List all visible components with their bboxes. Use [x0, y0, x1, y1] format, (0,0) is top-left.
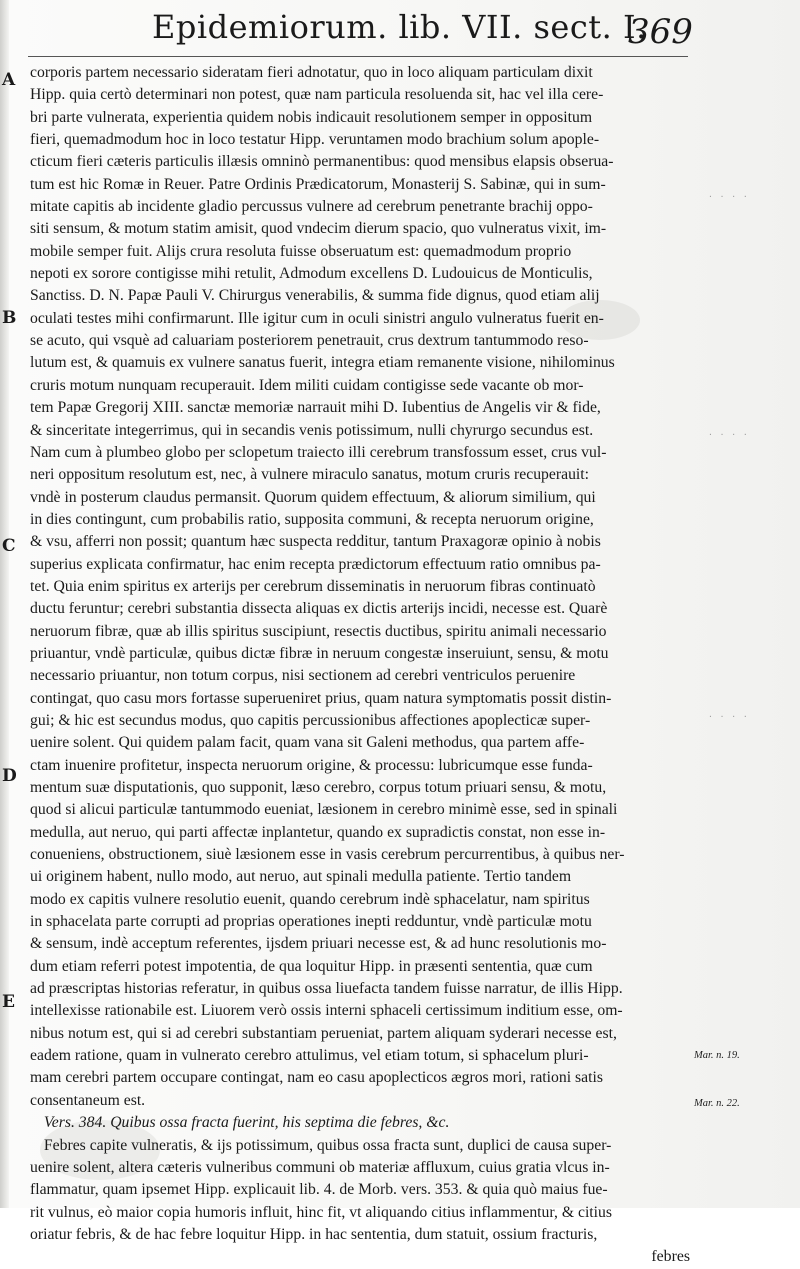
text-line: tum est hic Romæ in Reuer. Patre Ordinis Prædicatorum, Monasterij S. Sabinæ, qui in sum-	[30, 175, 606, 193]
header-rule	[28, 56, 688, 57]
bleed-through-mark: · · · ·	[708, 430, 749, 439]
text-line: Hipp. quia certò determinari non potest, quæ nam particula resoluenda sit, hac vel illa cere-	[30, 86, 604, 104]
text-line: cticum fieri cæteris particulis illæsis omninò permanentibus: quod mensibus elapsis obserua-	[30, 153, 614, 171]
text-line: cruris motum nunquam recuperauit. Idem militi cuidam contigisse sede vacante ob mor-	[30, 376, 584, 394]
text-line: ui originem habent, nullo modo, aut neruo, aut spinali medulla patiente. Tertio tandem	[30, 868, 572, 886]
text-line: oriatur febris, & de hac febre loquitur Hipp. in hac sententia, dum statuit, ossium fracturis,	[30, 1225, 598, 1243]
text-line: ductu feruntur; cerebri substantia dissecta aliquas ex dictis arterijs incidi, necesse est. Quarè	[30, 600, 608, 618]
bleed-through-mark: · · · ·	[708, 192, 749, 201]
text-line: contingat, quo casu mors fortasse superueniret prius, quam natura symptomatis possit distin-	[30, 689, 612, 707]
text-line: priuantur, vndè particulæ, quibus dictæ fibræ in neruum congestæ inseruiunt, sensu, & motu	[30, 644, 609, 662]
text-line: mobile semper fuit. Alijs crura resoluta fuisse obseruatum est: quemadmodum proprio	[30, 242, 572, 260]
text-line: & vsu, afferri non possit; quantum hæc suspecta redditur, tantum Praxagoræ opinio à nobis	[30, 533, 601, 551]
text-line: uenire solent, altera cæteris vulneribus communi ob materiæ affluxum, cuius gratia vlcus in-	[30, 1158, 610, 1176]
text-line: nepoti ex sorore contigisse mihi retulit, Admodum excellens D. Ludouicus de Monticulis,	[30, 265, 593, 283]
text-line: in dies contingunt, cum probabilis ratio, supposita communi, & recepta neruorum origine,	[30, 510, 594, 528]
text-line: mentum suæ disputationis, quo supponit, læso cerebro, corpus totum priuari sensu, & motu,	[30, 779, 607, 796]
text-line: vndè in posterum claudus permansit. Quorum quidem effectuum, & aliorum similium, qui	[30, 488, 596, 506]
text-line: se acuto, qui vsquè ad caluariam posteriorem penetrauit, crus dextrum tantummodo reso-	[30, 332, 589, 350]
text-line: ctam inuenire profitetur, inspecta neruorum origine, & processu: lubricumque esse funda-	[30, 756, 593, 774]
text-line: gui; & hic est secundus modus, quo capitis percussionibus affectiones apoplecticæ super-	[30, 711, 591, 729]
text-line: medulla, aut neruo, qui parti affectæ inplantetur, quando ex supradictis constat, non esse in-	[30, 823, 606, 841]
text-line: superius explicata confirmatur, hac enim recepta prædictorum effectuum ratio omnibus pa-	[30, 555, 601, 573]
text-line: febres	[651, 1248, 690, 1266]
page-number: 369	[628, 12, 693, 52]
text-line: flammatur, quam ipsemet Hipp. explicauit lib. 4. de Morb. vers. 353. & quia quò maius fue-	[30, 1181, 608, 1199]
section-letter-c: C	[2, 536, 16, 556]
text-line: Nam cum à plumbeo globo per sclopetum traiecto illi cerebrum transfossum esset, crus vul-	[30, 443, 607, 461]
text-line: consentaneum est.	[30, 1091, 146, 1109]
text-line: nibus notum est, qui si ad cerebri substantiam perueniat, partem aliquam syderari necesse est,	[30, 1024, 617, 1042]
section-letter-d: D	[2, 766, 17, 786]
text-line: oculati testes mihi confirmarunt. Ille igitur cum in oculi sinistri angulo vulneratus fuerit en-	[30, 309, 604, 327]
text-line: neruorum fibræ, quæ ab illis spiritus suscipiunt, resectis ductibus, spiritu animali necessario	[30, 622, 607, 640]
text-line: siti sensum, & motum statim amisit, quod vndecim dierum spacio, quo vulneratus vixit, im-	[30, 220, 607, 238]
text-line: & sinceritate integerrimus, qui in secandis venis potissimum, nulli chyrurgo secundus est.	[30, 421, 594, 439]
text-line: dum etiam referri potest impotentia, de qua loquitur Hipp. in præsenti sententia, quæ cum	[30, 957, 593, 975]
text-line: tem Papæ Gregorij XIII. sanctæ memoriæ narrauit mihi D. Iubentius de Angelis vir & fide,	[30, 399, 601, 417]
text-line: neri oppositum resolutum est, nec, à vulnere miraculo sanatus, motum cruris recuperauit:	[30, 466, 590, 484]
page-spine-shadow	[0, 0, 9, 1208]
running-title: Epidemiorum. lib. VII. sect. I.	[152, 8, 647, 46]
text-line: modo ex capitis vulnere resolutio euenit, quando cerebrum indè sphacelatur, nam spiritus	[30, 890, 590, 908]
margin-note: Mar. n. 19.	[694, 1050, 740, 1061]
text-line: mam cerebri partem occupare contingat, nam eo casu apoplecticos ægros mori, rationi satis	[30, 1069, 603, 1087]
text-line: ad præscriptas historias referatur, in quibus ossa liuefacta tandem fuisse narratur, de illis Hipp.	[30, 980, 623, 998]
text-line: rit vulnus, eò maior copia humoris influit, hinc fit, vt aliquando citius inflammentur, & citius	[30, 1203, 613, 1221]
text-line: eadem ratione, quam in vulnerato cerebro attulimus, vel etiam totum, si sphacelum pluri-	[30, 1047, 589, 1065]
text-line: fieri, quemadmodum hoc in loco testatur Hipp. veruntamen modo brachium solum apople-	[30, 131, 600, 149]
text-line: & sensum, indè acceptum referentes, ijsdem priuari necesse est, & ad hunc resolutionis mo-	[30, 935, 607, 953]
text-line: necessario priuantur, non totum corpus, nisi sectionem ad cerebri ventriculos peruenire	[30, 667, 576, 685]
text-line: lutum est, & quamuis ex vulnere sanatus fuerit, integra etiam remanente visione, nihilominus	[30, 354, 615, 372]
verse-heading: Vers. 384. Quibus ossa fracta fuerint, his septima die febres, &c.	[43, 1114, 450, 1132]
text-line: conueniens, obstructionem, siuè læsionem esse in vasis cerebrum percurrentibus, à quibus ner-	[30, 846, 625, 864]
text-line: uenire solent. Qui quidem palam facit, quam vana sit Galeni methodus, qua partem affe-	[30, 734, 585, 752]
text-line: quod si alicui particulæ tantummodo eueniat, læsionem in cerebro minimè esse, sed in spinali	[30, 801, 618, 819]
section-letter-a: A	[2, 70, 16, 90]
text-line: tet. Quia enim spiritus ex arterijs per cerebrum disseminatis in neruorum fibras continuatò	[30, 577, 596, 595]
text-line: corporis partem necessario sideratam fieri adnotatur, quo in loco aliquam particulam dixit	[30, 64, 593, 81]
section-letter-e: E	[2, 992, 15, 1012]
text-line: Sanctiss. D. N. Papæ Pauli V. Chirurgus venerabilis, & summa fide dignus, quod etiam alij	[30, 287, 600, 305]
body-text	[30, 62, 702, 1269]
text-line: in sphacelata parte corrupti ad proprias operationes inepti redduntur, vndè particulæ motu	[30, 913, 592, 931]
text-line: bri parte vulnerata, experientia quidem nobis indicauit resolutionem semper in oppositum	[30, 108, 593, 126]
text-line: mitate capitis ab incidente gladio percussus vulnere ad cerebrum penetrante brachij oppo-	[30, 198, 593, 216]
bleed-through-mark: · · · ·	[708, 712, 749, 721]
margin-note: Mar. n. 22.	[694, 1098, 740, 1109]
text-line: Febres capite vulneratis, & ijs potissimum, quibus ossa fracta sunt, duplici de causa super-	[43, 1136, 612, 1154]
section-letter-b: B	[2, 308, 17, 328]
text-line: intellexisse rationabile est. Liuorem verò ossis interni sphaceli certissimum inditium esse, om-	[30, 1002, 623, 1020]
